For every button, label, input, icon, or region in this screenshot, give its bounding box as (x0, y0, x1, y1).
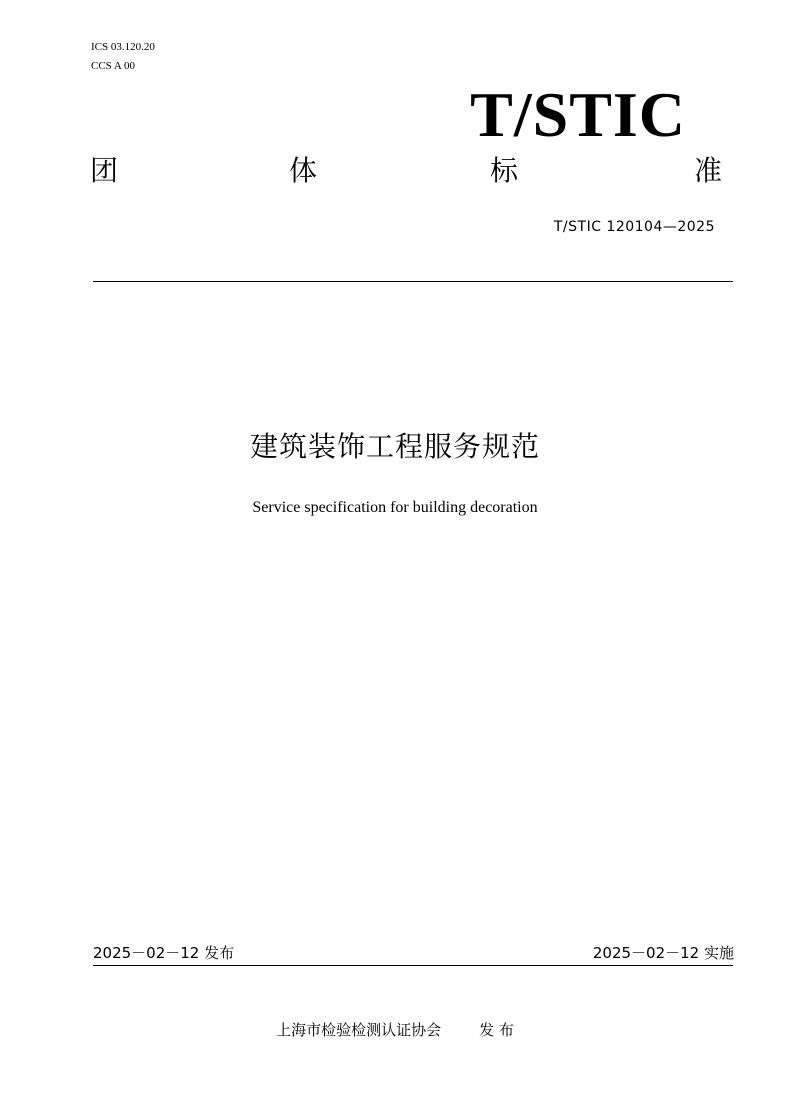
ccs-code: CCS A 00 (91, 60, 136, 72)
publisher-action: 发 布 (479, 1021, 514, 1039)
ics-code: ICS 03.120.20 (91, 41, 155, 53)
document-title-chinese: 建筑装饰工程服务规范 (249, 430, 540, 463)
standard-type-char-4: 准 (694, 154, 723, 187)
footer-divider (93, 965, 733, 966)
standard-brand-logo: T/STIC (470, 79, 686, 150)
publisher-line (0, 1020, 790, 1040)
publish-date: 2025－02－12 发布 (93, 944, 235, 962)
publisher-name: 上海市检验检测认证协会 (276, 1021, 442, 1039)
standard-type-char-1: 团 (90, 154, 119, 187)
implement-date: 2025－02－12 实施 (592, 944, 734, 962)
standard-number: T/STIC 120104—2025 (553, 219, 715, 235)
standard-type-char-2: 体 (289, 154, 318, 187)
header-divider (93, 281, 733, 282)
standard-type-char-3: 标 (490, 154, 519, 187)
document-title-english: Service specification for building decoration (252, 499, 538, 516)
